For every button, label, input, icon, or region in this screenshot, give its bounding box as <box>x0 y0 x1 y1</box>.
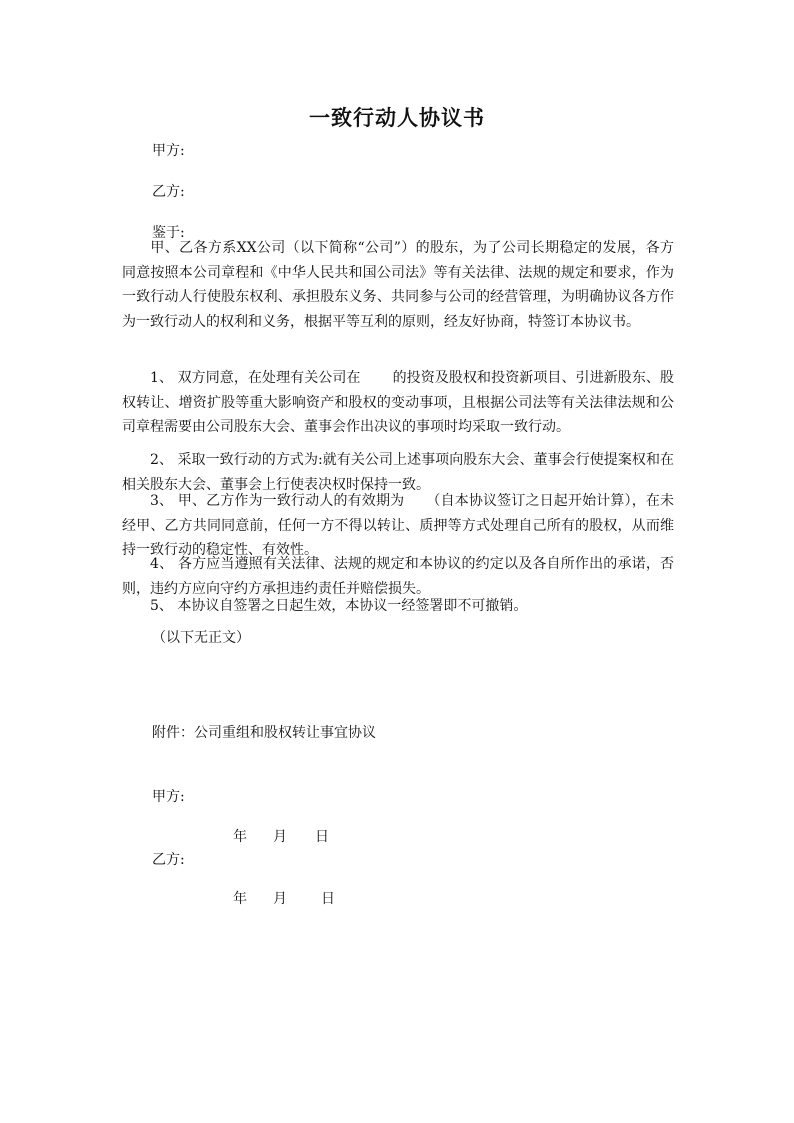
clause-2-text: 2、 采取一致行动的方式为:就有关公司上述事项向股东大会、董事会行使提案权和在相关股东大会、董事会上行使表决权时保持一致。 <box>122 452 674 493</box>
date-year: 年 <box>233 891 247 907</box>
document-title: 一致行动人协议书 <box>309 106 485 130</box>
signature-party-a: 甲方: <box>152 789 185 805</box>
date-day: 日 <box>321 891 335 907</box>
attachment-line: 附件：公司重组和股权转让事宜协议 <box>152 725 376 741</box>
signature-date-b <box>233 888 335 908</box>
clause-1 <box>122 366 674 440</box>
date-month: 月 <box>273 829 287 845</box>
clause-3-text-b: （自本协议签订之日起开始计算），在未经甲、乙方共同同意前，任何一方不得以转让、质押等方式处理自己所有的股权，从而维持一致行动的稳定性、有效性。 <box>122 493 675 558</box>
date-day: 日 <box>315 829 329 845</box>
clause-1-text-b: 的投资及股权和投资新项目、引进新股东、股权转让、增资扩股等重大影响资产和股权的变动事项，且根据公司法等有关法律法规和公司章程需要由公司股东大会、董事会作出决议的事项时均采取一致行动。 <box>122 370 674 435</box>
clause-1-text-a: 1、 双方同意，在处理有关公司在 <box>150 370 361 386</box>
clause-4-text: 4、 各方应当遵照有关法律、法规的规定和本协议的约定以及各自所作出的承诺，否则，违约方应向守约方承担违约责任并赔偿损失。 <box>122 556 674 597</box>
preamble-text: 甲、乙各方系XX公司（以下简称“公司”）的股东，为了公司长期稳定的发展，各方同意按照本公司章程和《中华人民共和国公司法》等有关法律、法规的规定和要求，作为一致行动人行使股东权利、承担股东义务、共同参与公司的经营管理，为明确协议各方作为一致行动人的权利和义务，根据平等互利的原则，经友好协商，特签订本协议书。 <box>122 240 674 330</box>
clause-3-text-a: 3、 甲、乙方作为一致行动人的有效期为 <box>150 493 405 509</box>
party-a-label: 甲方: <box>152 143 185 159</box>
party-b-label: 乙方: <box>152 184 185 200</box>
signature-date-a <box>233 826 329 846</box>
date-month: 月 <box>273 891 287 907</box>
whereas-label: 鉴于: <box>152 225 185 241</box>
clause-5 <box>122 594 674 619</box>
signature-party-b: 乙方: <box>152 852 185 868</box>
preamble-paragraph <box>122 236 674 334</box>
clause-5-text: 5、 本协议自签署之日起生效，本协议一经签署即不可撤销。 <box>150 598 528 614</box>
end-note: （以下无正文） <box>152 630 250 646</box>
date-year: 年 <box>233 829 247 845</box>
